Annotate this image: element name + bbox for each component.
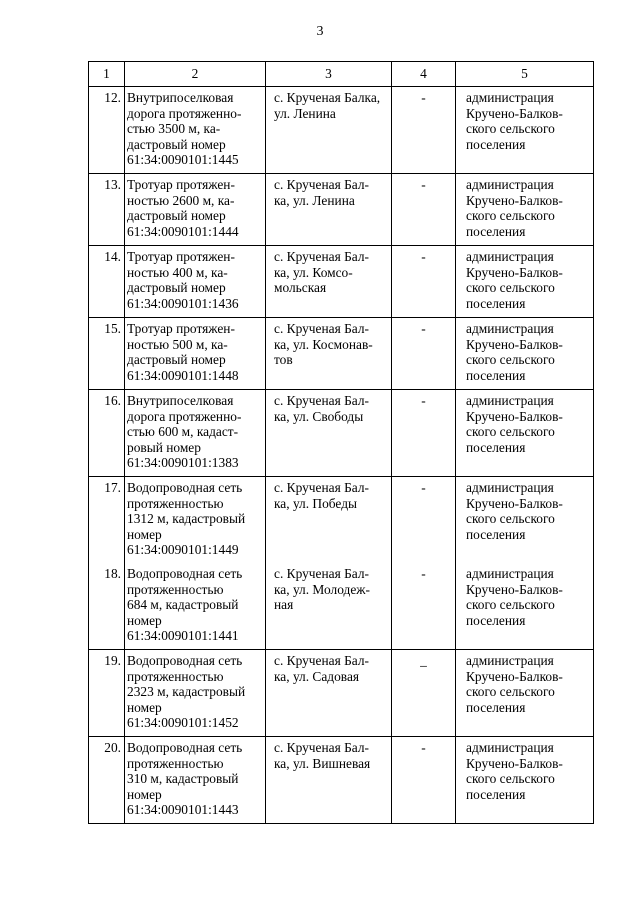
object-owner: администрация Кручено-Балков- ского сельского поселения [456,246,594,318]
object-name: Водопроводная сеть протяженностью 1312 м, кадастровый номер 61:34:0090101:1449 [125,477,266,564]
object-owner: администрация Кручено-Балков- ского сельского поселения [456,318,594,390]
table-row [89,563,594,650]
column-header: 5 [456,62,594,87]
row-number: 17. [89,477,125,564]
table-row [89,246,594,318]
column-header: 1 [89,62,125,87]
object-name: Тротуар протяжен- ностью 500 м, ка- дастровый номер 61:34:0090101:1448 [125,318,266,390]
object-name: Тротуар протяжен- ностью 400 м, ка- дастровый номер 61:34:0090101:1436 [125,246,266,318]
row-number: 19. [89,650,125,737]
row-number: 18. [89,563,125,650]
object-name: Водопроводная сеть протяженностью 2323 м, кадастровый номер 61:34:0090101:1452 [125,650,266,737]
object-name: Внутрипоселковая дорога протяженно- стью 3500 м, ка- дастровый номер 61:34:0090101:1445 [125,87,266,174]
column-4-value: - [392,390,456,477]
object-address: с. Крученая Бал- ка, ул. Свободы [266,390,392,477]
object-name: Внутрипоселковая дорога протяженно- стью 600 м, кадаст- ровый номер 61:34:0090101:1383 [125,390,266,477]
table-row [89,87,594,174]
object-owner: администрация Кручено-Балков- ского сельского поселения [456,650,594,737]
object-address: с. Крученая Бал- ка, ул. Комсо- мольская [266,246,392,318]
table-row [89,650,594,737]
object-address: с. Крученая Бал- ка, ул. Космонав- тов [266,318,392,390]
table-row [89,174,594,246]
table-row [89,390,594,477]
column-4-value: - [392,246,456,318]
row-number: 12. [89,87,125,174]
object-address: с. Крученая Бал- ка, ул. Вишневая [266,737,392,824]
column-4-value: - [392,477,456,564]
object-name: Водопроводная сеть протяженностью 684 м, кадастровый номер 61:34:0090101:1441 [125,563,266,650]
table-row [89,318,594,390]
table-row [89,737,594,824]
column-4-value: - [392,318,456,390]
row-number: 20. [89,737,125,824]
object-owner: администрация Кручено-Балков- ского сельского поселения [456,87,594,174]
object-name: Водопроводная сеть протяженностью 310 м, кадастровый номер 61:34:0090101:1443 [125,737,266,824]
row-number: 14. [89,246,125,318]
column-4-value: - [392,563,456,650]
column-4-value: _ [392,650,456,737]
column-header: 2 [125,62,266,87]
row-number: 15. [89,318,125,390]
row-number: 16. [89,390,125,477]
object-address: с. Крученая Бал- ка, ул. Садовая [266,650,392,737]
object-address: с. Крученая Бал- ка, ул. Молодеж- ная [266,563,392,650]
page-number: 3 [316,24,324,39]
object-address: с. Крученая Бал- ка, ул. Ленина [266,174,392,246]
object-owner: администрация Кручено-Балков- ского сельского поселения [456,174,594,246]
object-address: с. Крученая Бал- ка, ул. Победы [266,477,392,564]
table-row [89,477,594,564]
object-owner: администрация Кручено-Балков- ского сельского поселения [456,477,594,564]
object-owner: администрация Кручено-Балков- ского сельского поселения [456,563,594,650]
column-4-value: - [392,174,456,246]
object-owner: администрация Кручено-Балков- ского сельского поселения [456,737,594,824]
column-4-value: - [392,87,456,174]
object-address: с. Крученая Балка, ул. Ленина [266,87,392,174]
column-header: 4 [392,62,456,87]
row-number: 13. [89,174,125,246]
column-4-value: - [392,737,456,824]
object-owner: администрация Кручено-Балков- ского сельского поселения [456,390,594,477]
object-name: Тротуар протяжен- ностью 2600 м, ка- дастровый номер 61:34:0090101:1444 [125,174,266,246]
header-row [89,62,594,87]
property-registry-table [88,61,594,824]
column-header: 3 [266,62,392,87]
